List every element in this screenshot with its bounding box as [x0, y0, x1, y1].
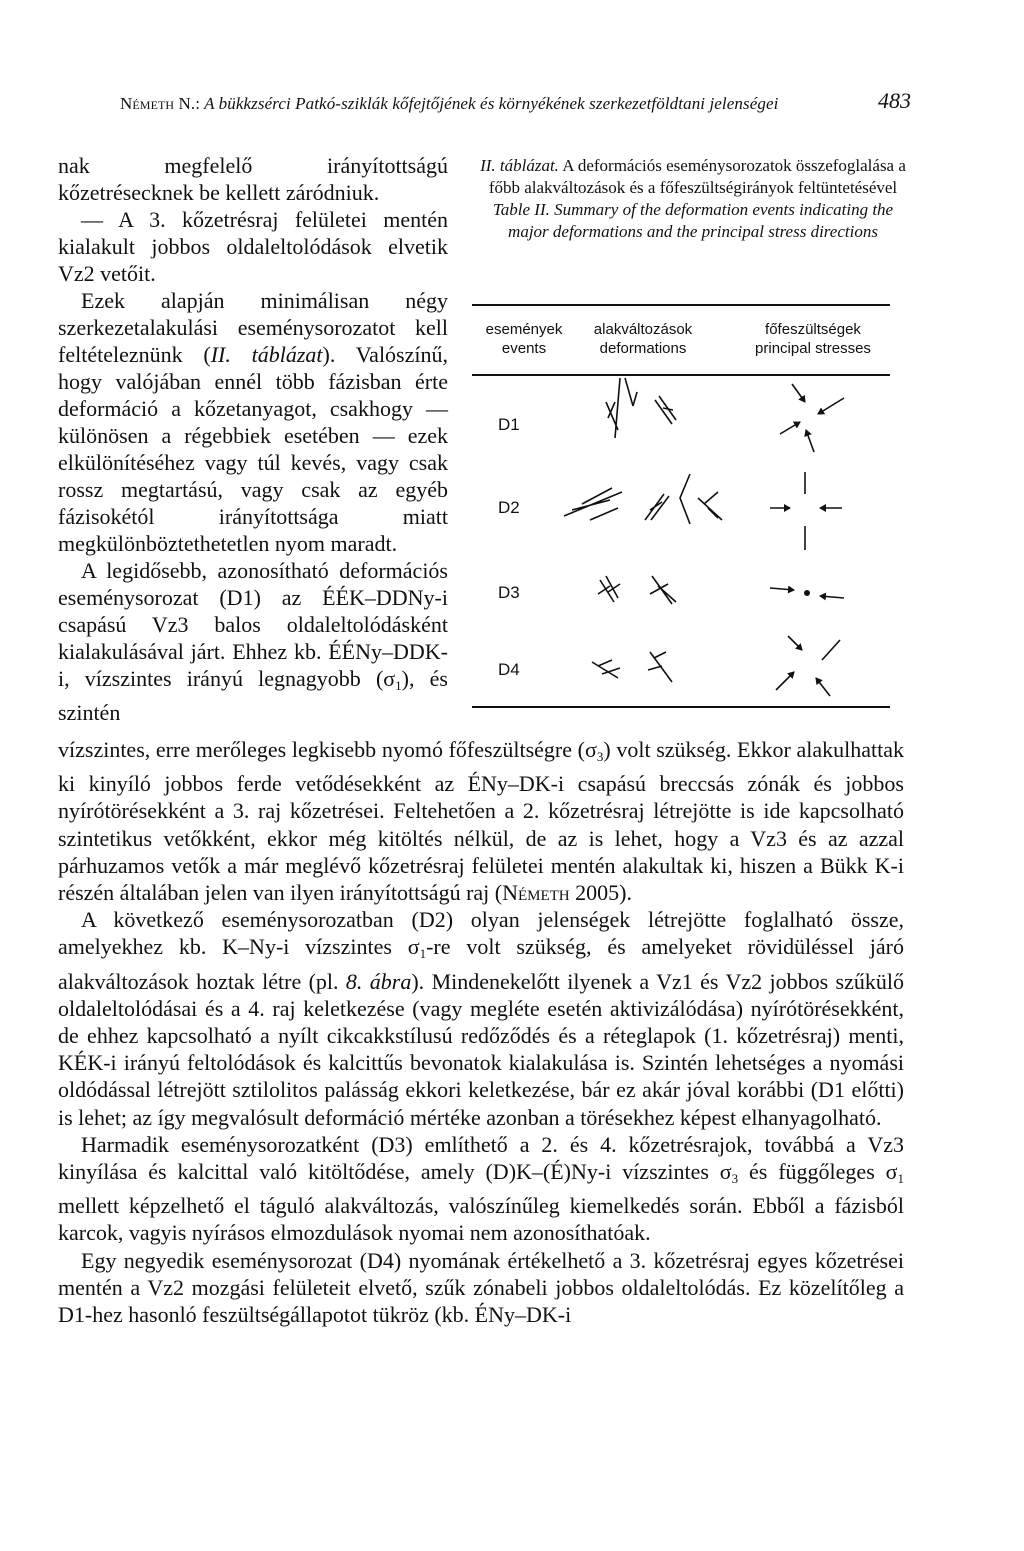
deformation-events-table [472, 304, 890, 708]
left-paragraph-2: — A 3. kőzetrésraj felületei mentén kialakult jobbos oldaleltolódások elvetik Vz2 vetőit. [58, 207, 448, 286]
table-caption [478, 155, 908, 243]
running-head [120, 94, 910, 114]
row-label-d1: D1 [498, 415, 520, 434]
left-paragraph-3 [58, 287, 448, 557]
header-stresses-hu: főfeszültségek [765, 321, 861, 338]
main-paragraph-2-c: ). Mindenekelőtt ilyenek a Vz1 és Vz2 jobbos szűkülő oldaleltolódásai és a 4. raj keletkezése (vagy megléte esetén aktivizálódása) nyírótörésekként, de ehhez kapcsolható a nyílt cikcakkstílusú redőződés és a réteglapok (1. kőzetrésraj) menti, KÉK-i irányú feltolódások és kalcittűs bevonatok kialakulása is. Szintén lehetséges a nyomási oldódással létrejött sztilolitos palásság ekkori keletkezése, bár ez akár jóval korábbi (D1 előtti) is lehet; az így megvalósult deformáció mértéke azonban a törésekhez képest elhanyagolható. [58, 968, 904, 1130]
row-label-d4: D4 [498, 660, 520, 679]
table-reference: II. táblázat [210, 342, 323, 367]
main-paragraph-1 [58, 736, 904, 906]
d1-deformation-symbol [606, 378, 676, 438]
d2-deformation-symbol [564, 474, 722, 524]
running-head-title: A bükkzsérci Patkó-sziklák kőfejtőjének és környékének szerkezetföldtani jelenségei [204, 94, 779, 113]
header-events-en: events [501, 340, 547, 357]
caption-hungarian [478, 155, 908, 199]
caption-english: Table II. Summary of the deformation events indicating the major deformations and the principal stress directions [492, 200, 894, 241]
left-paragraph-3-text-b: ). Valószínű, hogy valójában ennél több fázisban érte deformáció a kőzetanyagot, csakhogy — különösen a régebbiek esetében — ezek elkülönítéséhez vagy túl kevés, vagy csak rossz megtartású, vagy csak az egyéb fázisokétól irányítottsága miatt megkülönböztethetetlen nyom maradt. [58, 342, 448, 556]
sigma3-subscript: 3 [596, 749, 604, 764]
left-paragraph-1: nak megfelelő irányítottságú kőzetrésecknek be kellett záródniuk. [58, 153, 448, 205]
main-paragraph-3-a: Harmadik eseménysorozatként (D3) említhető a 2. és 4. kőzetrésrajok, továbbá a Vz3 kinyílása és kalcittal való kitöltődése, amely (D)K–(É)Ny-i vízszintes σ [58, 1131, 904, 1185]
sigma3-subscript-2: 3 [731, 1171, 739, 1187]
deformation-symbols [472, 306, 890, 706]
d3-deformation-symbol [598, 576, 676, 604]
caption-hu-text: A deformációs eseménysorozatok összefoglalása a főbb alakváltozások és a főfeszültségirányok feltüntetésével [488, 156, 906, 197]
sigma1-subscript: 1 [419, 946, 427, 962]
row-label-d2: D2 [498, 498, 520, 517]
d3-stress-symbol [770, 588, 844, 598]
main-paragraph-2-a: A következő eseménysorozatban (D2) olyan jelenségek létrejötte foglalható össze, amelyekhez kb. K–Ny-i vízszintes σ [58, 907, 904, 960]
left-paragraph-3-text-a: Ezek alapján minimálisan négy szerkezetalakulási eseménysorozatot kell feltételeznünk ( [58, 288, 448, 367]
caption-label: II. táblázat. [480, 156, 559, 175]
main-paragraph-1-a: vízszintes, erre merőleges legkisebb nyomó főfeszültségre (σ [58, 737, 597, 762]
main-paragraph-2 [58, 906, 904, 1131]
main-paragraph-3 [58, 1131, 904, 1247]
sigma1-subscript-2: 1 [897, 1171, 904, 1187]
main-paragraph-1-b: ) volt szükség. Ekkor alakulhattak ki kinyíló jobbos ferde vetődésekként az ÉNy–DK-i csapású breccsás zónák és jobbos nyírótörésekként a 3. raj kőzetrései. Feltehetően a 2. kőzetrésraj létrejötte is ide kapcsolható szintetikus vetőkként, ekkor még kitöltés nélkül, de az is lehet, hogy a Vz3 és az azzal párhuzamos vetők a már meglévő kőzetrésraj felületei mentén alakultak ki, hiszen a Bükk K-i részén általában jelen van ilyen irányítottságú raj ( [58, 737, 904, 906]
main-text [58, 736, 904, 1328]
left-paragraph-4-text-b: ), és szintén [58, 666, 448, 725]
sigma-subscript: 1 [395, 678, 402, 693]
main-paragraph-3-c: mellett képzelhető el táguló alakváltozás, valószínűleg kiemelkedés során. Ebből a fázisból karcok, vagyis nyírásos elmozdulások nyomai nem azonosíthatóak. [58, 1193, 904, 1246]
header-events-hu: események [485, 321, 563, 338]
main-paragraph-1-c: 2005). [569, 880, 632, 906]
page-number: 483 [878, 88, 911, 113]
header-stresses-en: principal stresses [755, 340, 871, 357]
d1-stress-symbol [780, 384, 844, 452]
main-paragraph-3-b: és függőleges σ [738, 1159, 898, 1185]
main-paragraph-2-b: -re volt szükség, és amelyeket rövidüléssel járó alakváltozások hoztak létre (pl. [58, 934, 904, 994]
d2-stress-symbol [770, 472, 842, 550]
header-deformations-hu: alakváltozások [593, 321, 693, 338]
citation-author: Németh [502, 880, 570, 906]
d4-deformation-symbol [592, 652, 672, 682]
main-paragraph-4: Egy negyedik eseménysorozat (D4) nyomának értékelhető a 3. kőzetrésraj egyes kőzetrései mentén a Vz2 mozgási felületeit elvető, szűk zónabeli jobbos oldaleltolódás. Ez közelítőleg a D1-hez hasonló feszültségállapotot tükröz (kb. ÉNy–DK-i [58, 1247, 904, 1328]
left-column [58, 152, 448, 726]
running-head-author: Németh N.: [120, 94, 201, 113]
d4-stress-symbol [776, 636, 840, 696]
figure-reference: 8. ábra [345, 968, 412, 994]
row-label-d3: D3 [498, 583, 520, 602]
header-deformations-en: deformations [599, 340, 687, 357]
left-paragraph-4-text-a: A legidősebb, azonosítható deformációs eseménysorozat (D1) az ÉÉK–DDNy-i csapású Vz3 balos oldaleltolódásként kialakulásával járt. Ehhez kb. ÉÉNy–DDK-i, vízszintes irányú legnagyobb (σ [58, 558, 448, 691]
left-paragraph-4 [58, 557, 448, 726]
